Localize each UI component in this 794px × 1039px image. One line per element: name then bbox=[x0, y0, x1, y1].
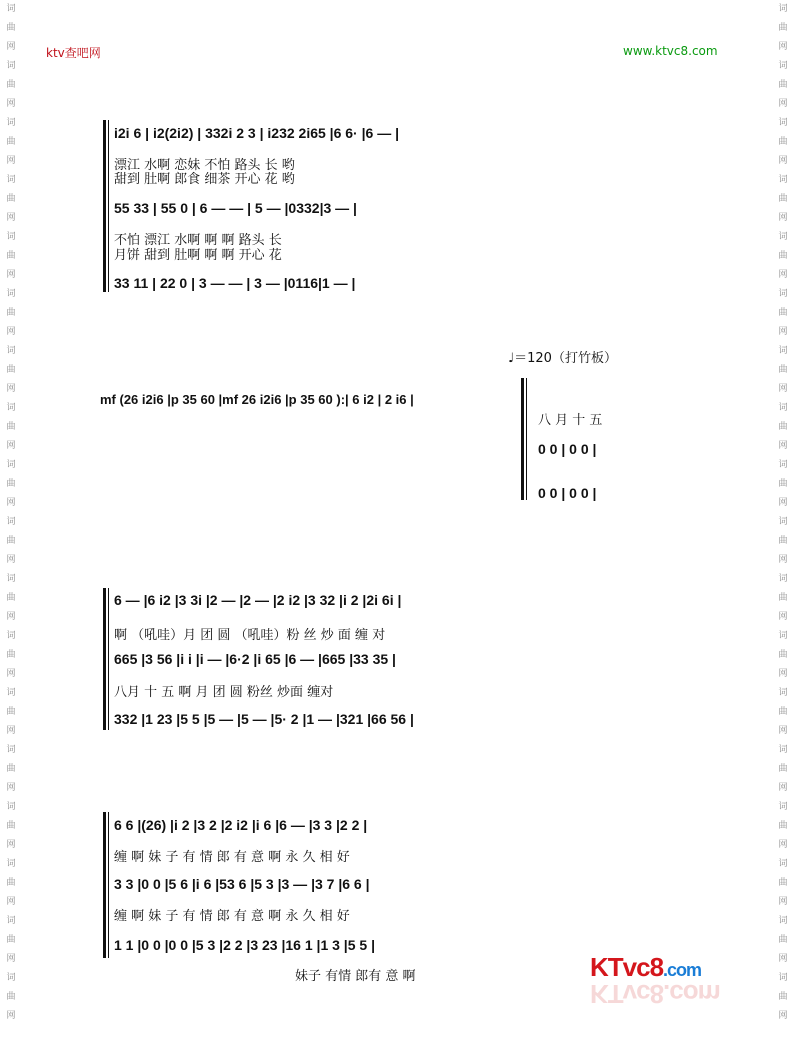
side-watermark-char: 曲 bbox=[6, 365, 16, 375]
side-watermark-char: 网 bbox=[778, 213, 788, 223]
side-watermark-char: 词 bbox=[778, 688, 788, 698]
side-watermark-char: 词 bbox=[778, 346, 788, 356]
side-watermark-char: 网 bbox=[778, 99, 788, 109]
side-watermark-char: 曲 bbox=[778, 137, 788, 147]
side-watermark-char: 网 bbox=[6, 270, 16, 280]
side-watermark-char: 网 bbox=[778, 897, 788, 907]
side-watermark-char: 词 bbox=[6, 61, 16, 71]
side-watermark-char: 词 bbox=[6, 688, 16, 698]
side-watermark-char: 曲 bbox=[6, 992, 16, 1002]
site-title: ktv查吧网 bbox=[46, 46, 101, 60]
side-watermark-char: 曲 bbox=[6, 707, 16, 717]
side-watermark-char: 词 bbox=[778, 175, 788, 185]
side-watermark-char: 词 bbox=[6, 4, 16, 14]
side-watermark-char: 网 bbox=[778, 156, 788, 166]
side-watermark-char: 网 bbox=[6, 669, 16, 679]
notes-line: 6 6 |(26) |i 2 |3 2 |2 i2 |i 6 |6 — |3 3 |2 2 | bbox=[114, 817, 368, 833]
system-line bbox=[526, 378, 527, 500]
side-watermark-char: 词 bbox=[778, 403, 788, 413]
side-watermark-char: 曲 bbox=[778, 479, 788, 489]
logo-suffix: .com bbox=[663, 960, 702, 980]
notes-line: i2i 6 | i2(2i2) | 332i 2 3 | i232 2i65 |6 6· |6 — | bbox=[114, 125, 399, 141]
bottom-lyric-line: 妹子 有情 郎有 意 啊 bbox=[295, 969, 416, 984]
system-brace bbox=[103, 120, 106, 292]
site-url: www.ktvc8.com bbox=[623, 44, 718, 58]
side-watermark-char: 词 bbox=[6, 403, 16, 413]
side-watermark-char: 网 bbox=[6, 384, 16, 394]
side-watermark-char: 网 bbox=[778, 1011, 788, 1021]
side-watermark-char: 曲 bbox=[778, 422, 788, 432]
tempo-mark: ♩＝120（打竹板） bbox=[508, 351, 617, 366]
side-watermark-char: 曲 bbox=[6, 308, 16, 318]
side-watermark-char: 词 bbox=[778, 574, 788, 584]
system-brace bbox=[521, 378, 524, 500]
side-watermark-char: 曲 bbox=[6, 422, 16, 432]
logo-main: KTvc8 bbox=[590, 952, 664, 982]
side-watermark-char: 曲 bbox=[6, 80, 16, 90]
side-watermark-char: 网 bbox=[6, 213, 16, 223]
lyric-line: 甜到 肚啊 郎食 细茶 开心 花 哟 bbox=[114, 172, 295, 187]
side-watermark-char: 网 bbox=[6, 954, 16, 964]
side-watermark-char: 曲 bbox=[778, 992, 788, 1002]
side-watermark-char: 曲 bbox=[778, 593, 788, 603]
side-watermark-char: 曲 bbox=[6, 536, 16, 546]
logo-reflection-suffix: .com bbox=[663, 979, 720, 1009]
side-watermark-char: 曲 bbox=[6, 878, 16, 888]
side-watermark-char: 曲 bbox=[778, 251, 788, 261]
side-watermark-char: 词 bbox=[6, 289, 16, 299]
side-watermark-char: 网 bbox=[6, 897, 16, 907]
side-watermark-char: 网 bbox=[778, 954, 788, 964]
side-watermark-char: 词 bbox=[778, 61, 788, 71]
side-watermark-char: 曲 bbox=[778, 80, 788, 90]
side-watermark-char: 网 bbox=[6, 99, 16, 109]
side-watermark-char: 曲 bbox=[6, 194, 16, 204]
side-watermark-char: 词 bbox=[6, 859, 16, 869]
side-watermark-char: 曲 bbox=[6, 935, 16, 945]
notes-line: 332 |1 23 |5 5 |5 — |5 — |5· 2 |1 — |321 |66 56 | bbox=[114, 711, 414, 727]
side-watermark-char: 网 bbox=[778, 327, 788, 337]
side-watermark-char: 曲 bbox=[6, 23, 16, 33]
side-watermark-char: 词 bbox=[6, 517, 16, 527]
side-watermark-char: 网 bbox=[778, 270, 788, 280]
side-watermark-char: 曲 bbox=[778, 365, 788, 375]
side-watermark-char: 曲 bbox=[778, 308, 788, 318]
lyric-line: 啊 （吼哇）月 团 圆 （吼哇）粉 丝 炒 面 缠 对 bbox=[114, 628, 386, 643]
side-watermark-char: 曲 bbox=[778, 23, 788, 33]
side-watermark-char: 词 bbox=[6, 973, 16, 983]
side-watermark-char: 网 bbox=[778, 555, 788, 565]
lyric-line: 缠 啊 妹 子 有 情 郎 有 意 啊 永 久 相 好 bbox=[114, 909, 350, 924]
lyric-line: 月饼 甜到 肚啊 啊 啊 开心 花 bbox=[114, 248, 282, 263]
side-watermark-char: 网 bbox=[6, 726, 16, 736]
side-watermark-char: 曲 bbox=[6, 593, 16, 603]
side-watermark-char: 网 bbox=[778, 726, 788, 736]
side-watermark-char: 词 bbox=[778, 232, 788, 242]
side-watermark-char: 词 bbox=[6, 346, 16, 356]
notes-line: 6 — |6 i2 |3 3i |2 — |2 — |2 i2 |3 32 |i 2 |2i 6i | bbox=[114, 592, 402, 608]
system-line bbox=[108, 120, 109, 292]
logo-reflection-main: KTvc8 bbox=[590, 979, 664, 1009]
side-watermark-char: 网 bbox=[778, 783, 788, 793]
side-watermark-char: 词 bbox=[6, 802, 16, 812]
side-watermark-char: 曲 bbox=[6, 650, 16, 660]
side-watermark-char: 词 bbox=[778, 859, 788, 869]
notes-line: 0 0 | 0 0 | bbox=[538, 485, 597, 501]
side-watermark-char: 词 bbox=[778, 460, 788, 470]
side-watermark-char: 词 bbox=[778, 916, 788, 926]
notes-line: 0 0 | 0 0 | bbox=[538, 441, 597, 457]
side-watermark-char: 网 bbox=[6, 498, 16, 508]
side-watermark-char: 词 bbox=[6, 745, 16, 755]
side-watermark-char: 词 bbox=[778, 973, 788, 983]
notes-line: 665 |3 56 |i i |i — |6·2 |i 65 |6 — |665 |33 35 | bbox=[114, 651, 396, 667]
side-watermark-char: 词 bbox=[6, 232, 16, 242]
side-watermark-char: 网 bbox=[6, 327, 16, 337]
side-watermark-char: 网 bbox=[6, 840, 16, 850]
side-watermark-char: 网 bbox=[778, 42, 788, 52]
side-watermark-char: 网 bbox=[778, 498, 788, 508]
side-watermark-char: 曲 bbox=[6, 137, 16, 147]
side-watermark-char: 网 bbox=[6, 42, 16, 52]
notes-line: 3 3 |0 0 |5 6 |i 6 |53 6 |5 3 |3 — |3 7 |6 6 | bbox=[114, 876, 370, 892]
notes-line: mf (26 i2i6 |p 35 60 |mf 26 i2i6 |p 35 60 ):| 6 i2 | 2 i6 | bbox=[100, 392, 414, 407]
side-watermark-char: 曲 bbox=[778, 935, 788, 945]
notes-line: 55 33 | 55 0 | 6 — — | 5 — |0332|3 — | bbox=[114, 200, 357, 216]
side-watermark-char: 词 bbox=[778, 4, 788, 14]
side-watermark-char: 曲 bbox=[6, 479, 16, 489]
side-watermark-char: 网 bbox=[6, 1011, 16, 1021]
side-watermark-char: 曲 bbox=[6, 821, 16, 831]
side-watermark-char: 网 bbox=[778, 612, 788, 622]
side-watermark-char: 词 bbox=[6, 574, 16, 584]
side-watermark-char: 曲 bbox=[778, 878, 788, 888]
side-watermark-char: 词 bbox=[6, 460, 16, 470]
right-side-watermark bbox=[776, 0, 790, 1026]
side-watermark-char: 曲 bbox=[778, 650, 788, 660]
notes-line: 1 1 |0 0 |0 0 |5 3 |2 2 |3 23 |16 1 |1 3 |5 5 | bbox=[114, 937, 375, 953]
logo-reflection bbox=[590, 978, 720, 1009]
side-watermark-char: 词 bbox=[778, 745, 788, 755]
side-watermark-char: 曲 bbox=[6, 764, 16, 774]
side-watermark-char: 网 bbox=[778, 669, 788, 679]
side-watermark-char: 网 bbox=[778, 441, 788, 451]
side-watermark-char: 词 bbox=[778, 802, 788, 812]
side-watermark-char: 词 bbox=[6, 916, 16, 926]
side-watermark-char: 曲 bbox=[778, 707, 788, 717]
side-watermark-char: 网 bbox=[778, 384, 788, 394]
side-watermark-char: 词 bbox=[6, 175, 16, 185]
system-brace bbox=[103, 588, 106, 730]
side-watermark-char: 曲 bbox=[778, 194, 788, 204]
system-brace bbox=[103, 812, 106, 958]
lyric-line: 八 月 十 五 bbox=[538, 413, 603, 428]
side-watermark-char: 词 bbox=[778, 631, 788, 641]
system-line bbox=[108, 588, 109, 730]
side-watermark-char: 网 bbox=[6, 156, 16, 166]
side-watermark-char: 网 bbox=[6, 555, 16, 565]
lyric-line: 漂江 水啊 恋妹 不怕 路头 长 哟 bbox=[114, 158, 295, 173]
side-watermark-char: 曲 bbox=[6, 251, 16, 261]
side-watermark-char: 词 bbox=[778, 289, 788, 299]
side-watermark-char: 网 bbox=[6, 783, 16, 793]
side-watermark-char: 词 bbox=[6, 631, 16, 641]
lyric-line: 八月 十 五 啊 月 团 圆 粉丝 炒面 缠对 bbox=[114, 685, 334, 700]
notes-line: 33 11 | 22 0 | 3 — — | 3 — |0116|1 — | bbox=[114, 275, 356, 291]
side-watermark-char: 曲 bbox=[778, 536, 788, 546]
system-line bbox=[108, 812, 109, 958]
side-watermark-char: 网 bbox=[6, 441, 16, 451]
side-watermark-char: 曲 bbox=[778, 821, 788, 831]
lyric-line: 缠 啊 妹 子 有 情 郎 有 意 啊 永 久 相 好 bbox=[114, 850, 350, 865]
left-side-watermark bbox=[4, 0, 18, 1026]
side-watermark-char: 词 bbox=[778, 517, 788, 527]
side-watermark-char: 曲 bbox=[778, 764, 788, 774]
lyric-line: 不怕 漂江 水啊 啊 啊 路头 长 bbox=[114, 233, 282, 248]
side-watermark-char: 词 bbox=[778, 118, 788, 128]
side-watermark-char: 网 bbox=[6, 612, 16, 622]
side-watermark-char: 词 bbox=[6, 118, 16, 128]
side-watermark-char: 网 bbox=[778, 840, 788, 850]
